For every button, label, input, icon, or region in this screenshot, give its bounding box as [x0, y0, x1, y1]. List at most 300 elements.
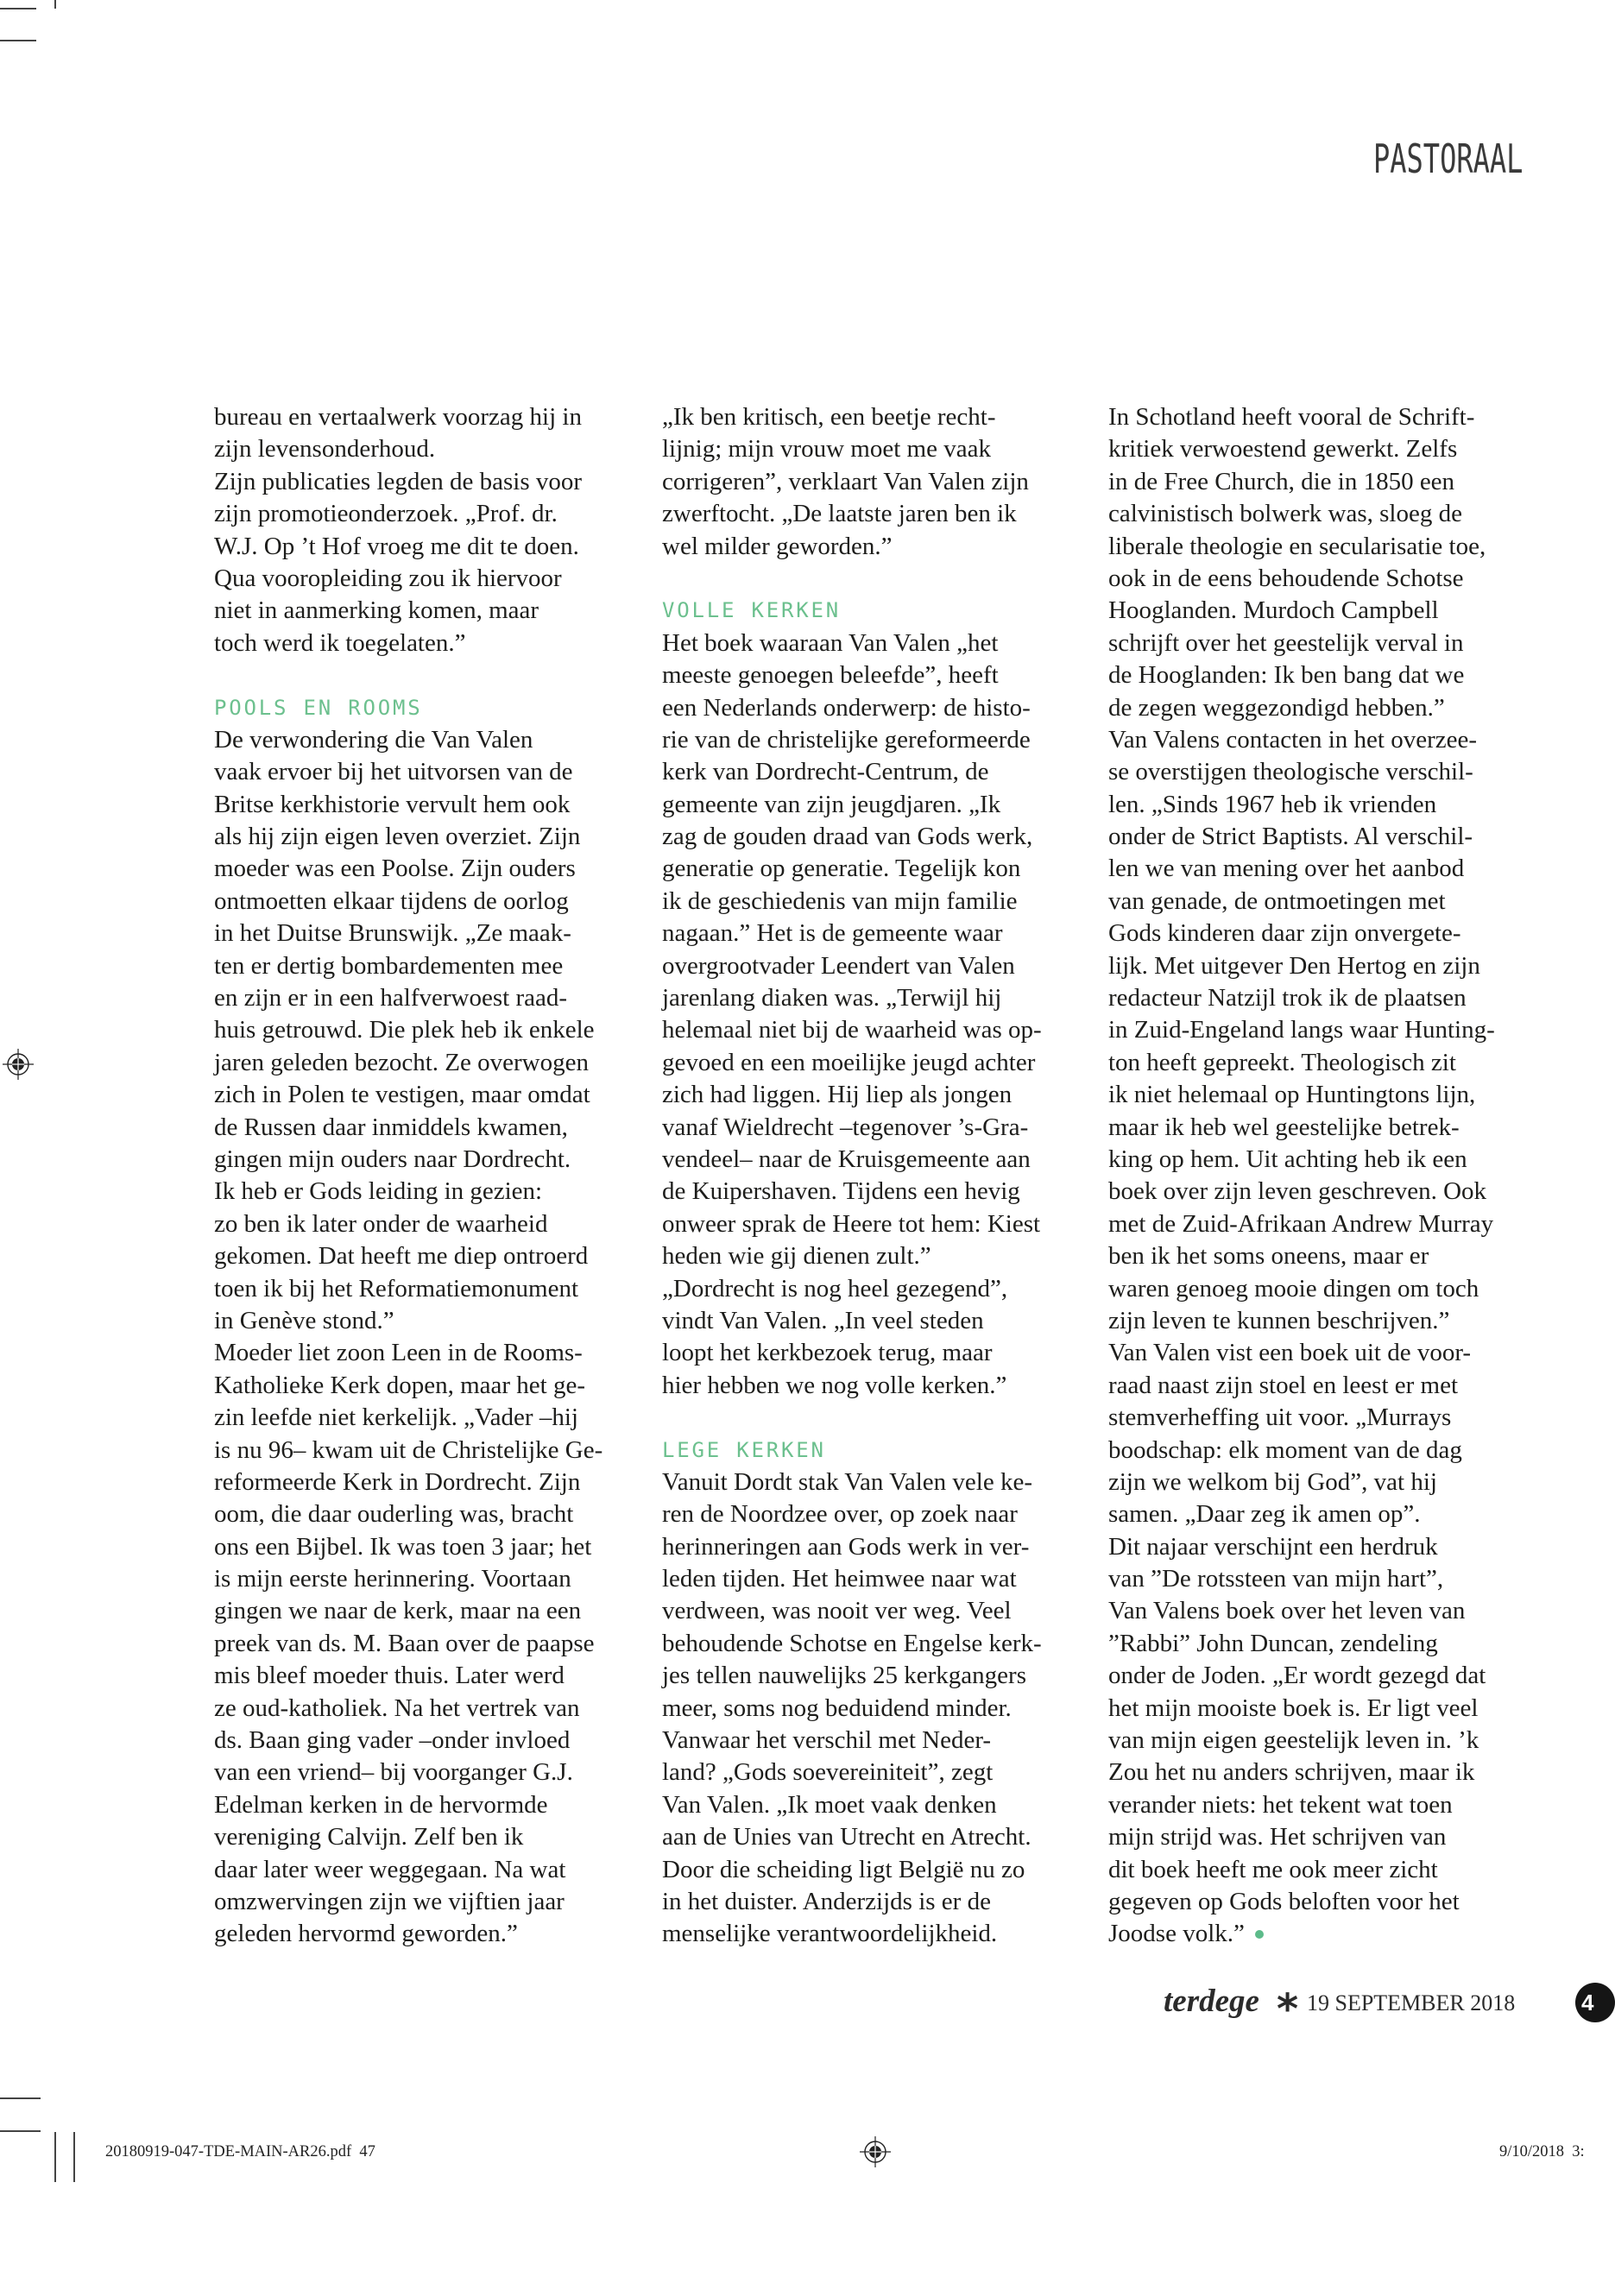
registration-mark-icon: [860, 2136, 891, 2167]
crop-mark-top-left-h1: [0, 8, 36, 9]
body-text-line: [214, 1854, 612, 1886]
body-text-line: [1108, 1047, 1506, 1079]
body-text-line: [1108, 433, 1506, 465]
body-text: stemverheffing uit voor. „Murrays: [1108, 1403, 1452, 1432]
body-text: Vanuit Dordt stak Van Valen vele ke-: [662, 1467, 1032, 1496]
body-text: len we van mening over het aanbod: [1108, 855, 1465, 883]
body-text-line: [1108, 724, 1506, 756]
body-text: de Russen daar inmiddels kwamen,: [214, 1113, 568, 1141]
body-text: het mijn mooiste boek is. Er ligt veel: [1108, 1694, 1479, 1722]
body-text: heden wie gij dienen zult.”: [662, 1242, 931, 1271]
body-text: gemeente van zijn jeugdjaren. „Ik: [662, 790, 1001, 818]
body-text-line: [662, 1660, 1060, 1692]
body-text: toch werd ik toegelaten.”: [214, 628, 466, 657]
crop-mark-bottom-left-h2: [0, 2130, 41, 2132]
body-text: ik de geschiedenis van mijn familie: [662, 886, 1018, 915]
body-text-line: [214, 498, 612, 530]
body-text: Dit najaar verschijnt een herdruk: [1108, 1532, 1438, 1561]
body-text: in het duister. Anderzijds is er de: [662, 1887, 991, 1915]
body-text-line: [1108, 1918, 1506, 1950]
body-text-line: [662, 1693, 1060, 1725]
body-text: ds. Baan ging vader –onder invloed: [214, 1726, 571, 1755]
body-text: gegeven op Gods beloften voor het: [1108, 1887, 1460, 1915]
body-text-line: [662, 1628, 1060, 1660]
body-text: preek van ds. M. Baan over de paapse: [214, 1629, 595, 1657]
body-text-line: [1108, 659, 1506, 691]
section-heading-text: POOLS EN ROOMS: [214, 695, 423, 720]
section-heading: [662, 595, 1060, 627]
body-text-line: [662, 433, 1060, 465]
body-text-line: [662, 498, 1060, 530]
body-text: mis bleef moeder thuis. Later werd: [214, 1662, 565, 1690]
body-text: onder de Joden. „Er wordt gezegd dat: [1108, 1662, 1486, 1690]
body-text: een Nederlands onderwerp: de histo-: [662, 693, 1031, 722]
body-text-line: [662, 853, 1060, 885]
body-text: calvinistisch bolwerk was, sloeg de: [1108, 500, 1462, 528]
body-text-line: [662, 1821, 1060, 1853]
body-text-line: [214, 1693, 612, 1725]
body-text: Het boek waaraan Van Valen „het: [662, 628, 999, 657]
body-text-line: [1108, 628, 1506, 659]
body-text: boodschap: elk moment van de dag: [1108, 1435, 1462, 1464]
body-text: raad naast zijn stoel en leest er met: [1108, 1371, 1459, 1399]
body-text-line: [1108, 1628, 1506, 1660]
body-text: helemaal niet bij de waarheid was op-: [662, 1016, 1042, 1044]
body-text: geleden hervormd geworden.”: [214, 1920, 518, 1948]
body-text-line: [1108, 1531, 1506, 1563]
body-text-line: [662, 1789, 1060, 1821]
section-heading: [214, 692, 612, 724]
body-text: moeder was een Poolse. Zijn ouders: [214, 855, 576, 883]
body-text-line: [1108, 950, 1506, 982]
body-text-line: [1108, 1693, 1506, 1725]
body-text: in de Free Church, die in 1850 een: [1108, 467, 1455, 495]
body-text: is mijn eerste herinnering. Voortaan: [214, 1565, 571, 1593]
body-text: toen ik bij het Reformatiemonument: [214, 1274, 579, 1303]
body-text: bureau en vertaalwerk voorzag hij in: [214, 403, 582, 431]
body-text: „Dordrecht is nog heel gezegend”,: [662, 1274, 1008, 1303]
body-text: se overstijgen theologische verschil-: [1108, 758, 1473, 786]
body-text-line: [662, 1725, 1060, 1757]
body-text-line: [214, 1531, 612, 1563]
body-text-line: [662, 531, 1060, 563]
body-text: in Zuid-Engeland langs waar Hunting-: [1108, 1016, 1495, 1044]
body-text: loopt het kerkbezoek terug, maar: [662, 1339, 993, 1367]
body-text-line: [1108, 401, 1506, 433]
body-text: onder de Strict Baptists. Al verschil-: [1108, 823, 1473, 851]
body-text-line: [1108, 1337, 1506, 1369]
body-text: boek over zijn leven geschreven. Ook: [1108, 1177, 1487, 1206]
body-text: De verwondering die Van Valen: [214, 725, 533, 754]
body-text-line: [214, 1112, 612, 1144]
body-text-line: [1108, 1757, 1506, 1788]
section-heading: [662, 1435, 1060, 1467]
crop-mark-top-left-v: [54, 0, 56, 9]
body-text-line: [662, 692, 1060, 724]
body-text-line: [1108, 1725, 1506, 1757]
body-text: zag de gouden draad van Gods werk,: [662, 823, 1033, 851]
body-text-line: [662, 1595, 1060, 1627]
body-text: zwerftocht. „De laatste jaren ben ik: [662, 500, 1017, 528]
body-text-line: [1108, 918, 1506, 949]
body-text-line: [214, 756, 612, 788]
body-text-line: [214, 821, 612, 853]
body-text: Door die scheiding ligt België nu zo: [662, 1855, 1025, 1883]
body-text-line: [1108, 756, 1506, 788]
body-text: leden tijden. Het heimwee naar wat: [662, 1565, 1017, 1593]
body-text: Van Valen vist een boek uit de voor-: [1108, 1339, 1472, 1367]
page-number: 4: [1575, 1983, 1615, 2022]
body-text: gingen mijn ouders naar Dordrecht.: [214, 1145, 571, 1173]
body-text: oom, die daar ouderling was, bracht: [214, 1500, 574, 1529]
body-text: Hooglanden. Murdoch Campbell: [1108, 596, 1439, 625]
body-text: Qua vooropleiding zou ik hiervoor: [214, 564, 562, 592]
body-text-line: [214, 1628, 612, 1660]
registration-mark-icon: [3, 1049, 34, 1080]
body-text-line: [1108, 1402, 1506, 1434]
body-text-line: [214, 950, 612, 982]
body-text-line: [662, 1467, 1060, 1498]
body-text-line: [662, 950, 1060, 982]
body-text: hier hebben we nog volle kerken.”: [662, 1371, 1007, 1399]
body-text-line: [214, 595, 612, 627]
body-text-line: [214, 1144, 612, 1176]
body-text: meeste genoegen beleefde”, heeft: [662, 661, 999, 690]
body-text: jarenlang diaken was. „Terwijl hij: [662, 984, 1002, 1012]
body-text: ”Rabbi” John Duncan, zendeling: [1108, 1629, 1438, 1657]
body-text-line: [1108, 498, 1506, 530]
body-text: vanaf Wieldrecht –tegenover ’s-Gra-: [662, 1113, 1029, 1141]
body-text-line: [1108, 1435, 1506, 1467]
body-text-line: [1108, 1498, 1506, 1530]
footer-separator: *: [1277, 1985, 1299, 2034]
body-text-line: [662, 628, 1060, 659]
body-text-line: [1108, 886, 1506, 918]
crop-mark-bottom-left-h1: [0, 2097, 41, 2099]
body-text: Van Valen. „Ik moet vaak denken: [662, 1790, 997, 1819]
body-text: vindt Van Valen. „In veel steden: [662, 1306, 984, 1334]
text-column-1: [214, 401, 612, 1951]
body-text: van ”De rotssteen van mijn hart”,: [1108, 1565, 1444, 1593]
body-text-line: [1108, 1821, 1506, 1853]
body-text: generatie op generatie. Tegelijk kon: [662, 855, 1021, 883]
body-text: omzwervingen zijn we vijftien jaar: [214, 1887, 565, 1915]
body-text-line: [214, 724, 612, 756]
body-text: rie van de christelijke gereformeerde: [662, 725, 1031, 754]
body-text: len. „Sinds 1967 heb ik vrienden: [1108, 790, 1437, 818]
body-text: Van Valens contacten in het overzee-: [1108, 725, 1478, 754]
body-text-line: [214, 1337, 612, 1369]
body-text-line: [214, 1079, 612, 1111]
body-text: ren de Noordzee over, op zoek naar: [662, 1500, 1018, 1529]
body-text-line: [1108, 821, 1506, 853]
body-text-line: [1108, 1240, 1506, 1272]
body-text: en zijn er in een halfverwoest raad-: [214, 984, 568, 1012]
body-text: ten er dertig bombardementen mee: [214, 951, 564, 980]
issue-date: 19 SEPTEMBER 2018: [1307, 1990, 1516, 2015]
body-text: met de Zuid-Afrikaan Andrew Murray: [1108, 1209, 1494, 1238]
body-text: zich had liggen. Hij liep als jongen: [662, 1081, 1013, 1109]
body-text: lijnig; mijn vrouw moet me vaak: [662, 435, 991, 464]
body-text: onweer sprak de Heere tot hem: Kiest: [662, 1209, 1041, 1238]
body-text-line: [662, 1370, 1060, 1402]
body-text-line: [1108, 692, 1506, 724]
body-text-line: [214, 1498, 612, 1530]
body-text: Vanwaar het verschil met Neder-: [662, 1726, 992, 1755]
body-text: zich in Polen te vestigen, maar omdat: [214, 1081, 590, 1109]
body-text-line: [1108, 1789, 1506, 1821]
body-text: zijn promotieonderzoek. „Prof. dr.: [214, 500, 558, 528]
body-text-line: [214, 1467, 612, 1498]
body-text: vendeel– naar de Kruisgemeente aan: [662, 1145, 1031, 1173]
body-text: de zegen weggezondigd hebben.”: [1108, 693, 1445, 722]
body-text-line: [214, 1918, 612, 1950]
text-column-2: [662, 401, 1060, 1951]
body-text-line: [662, 1305, 1060, 1337]
body-text: ton heeft gepreekt. Theologisch zit: [1108, 1048, 1456, 1076]
body-text-line: [1108, 466, 1506, 498]
body-text-line: [214, 853, 612, 885]
body-text-line: [1108, 531, 1506, 563]
body-text-line: [214, 1014, 612, 1046]
body-text-line: [662, 1144, 1060, 1176]
slug-timestamp: 9/10/2018 3:: [1499, 2143, 1585, 2160]
body-text: meer, soms nog beduidend minder.: [662, 1694, 1012, 1722]
body-text-line: [662, 789, 1060, 821]
body-text: Britse kerkhistorie vervult hem ook: [214, 790, 571, 818]
body-text: gekomen. Dat heeft me diep ontroerd: [214, 1242, 589, 1271]
body-text: zo ben ik later onder de waarheid: [214, 1209, 548, 1238]
body-text-line: [1108, 1079, 1506, 1111]
body-text: daar later weer weggegaan. Na wat: [214, 1855, 566, 1883]
body-text: Joodse volk.”: [1108, 1920, 1245, 1948]
body-text-line: [662, 1757, 1060, 1788]
body-text: Zijn publicaties legden de basis voor: [214, 467, 583, 495]
body-text-line: [662, 466, 1060, 498]
body-text-line: [662, 1918, 1060, 1950]
body-text: liberale theologie en secularisatie toe,: [1108, 532, 1486, 560]
body-text-line: [214, 1273, 612, 1305]
body-text-line: [1108, 1660, 1506, 1692]
page-number-tab: [1575, 1983, 1593, 2022]
body-text: zin leefde niet kerkelijk. „Vader –hij: [214, 1403, 578, 1432]
body-text-line: [1108, 1112, 1506, 1144]
body-text-line: [214, 1402, 612, 1434]
body-text: jes tellen nauwelijks 25 kerkgangers: [662, 1662, 1026, 1690]
body-text: jaren geleden bezocht. Ze overwogen: [214, 1048, 589, 1076]
body-text: ben ik het soms oneens, maar er: [1108, 1242, 1429, 1271]
body-text-line: [662, 1337, 1060, 1369]
body-text-line: [1108, 1854, 1506, 1886]
body-text: van een vriend– bij voorganger G.J.: [214, 1758, 573, 1787]
body-text-line: [214, 1595, 612, 1627]
body-text: redacteur Natzijl trok ik de plaatsen: [1108, 984, 1467, 1012]
body-text: zijn leven te kunnen beschrijven.”: [1108, 1306, 1450, 1334]
body-text: dit boek heeft me ook meer zicht: [1108, 1855, 1438, 1883]
body-text-line: [214, 628, 612, 659]
slug-filename: 20180919-047-TDE-MAIN-AR26.pdf 47: [105, 2143, 375, 2160]
body-text-line: [662, 1240, 1060, 1272]
body-text-line: [662, 1273, 1060, 1305]
body-text-line: [214, 563, 612, 595]
body-text-line: [662, 918, 1060, 949]
body-text: menselijke verantwoordelijkheid.: [662, 1920, 998, 1948]
body-text: ons een Bijbel. Ik was toen 3 jaar; het: [214, 1532, 592, 1561]
body-text: gingen we naar de kerk, maar na een: [214, 1597, 582, 1625]
body-text-line: [214, 1789, 612, 1821]
body-text-line: [662, 821, 1060, 853]
body-text-line: [662, 1112, 1060, 1144]
body-text-line: [662, 1047, 1060, 1079]
body-text: verdween, was nooit ver weg. Veel: [662, 1597, 1012, 1625]
body-text: zijn we welkom bij God”, vat hij: [1108, 1467, 1437, 1496]
body-text-line: [662, 659, 1060, 691]
body-text: huis getrouwd. Die plek heb ik enkele: [214, 1016, 595, 1044]
body-text-line: [214, 1176, 612, 1208]
body-text-line: [214, 1047, 612, 1079]
body-text-line: [1108, 982, 1506, 1014]
body-text: vaak ervoer bij het uitvorsen van de: [214, 758, 573, 786]
body-text-line: [1108, 1208, 1506, 1240]
body-text-line: [662, 1176, 1060, 1208]
body-text: gevoed en een moeilijke jeugd achter: [662, 1048, 1036, 1076]
body-text: vereniging Calvijn. Zelf ben ik: [214, 1823, 524, 1851]
body-text: ook in de eens behoudende Schotse: [1108, 564, 1464, 592]
body-text: Katholieke Kerk dopen, maar het ge-: [214, 1371, 585, 1399]
body-text-line: [214, 789, 612, 821]
body-text: de Hooglanden: Ik ben bang dat we: [1108, 661, 1465, 690]
body-text: zijn levensonderhoud.: [214, 435, 436, 464]
body-text-line: [662, 886, 1060, 918]
body-text-line: [214, 531, 612, 563]
body-text: corrigeren”, verklaart Van Valen zijn: [662, 467, 1029, 495]
body-text: ze oud-katholiek. Na het vertrek van: [214, 1694, 580, 1722]
crop-mark-bottom-left-v1: [54, 2132, 56, 2182]
body-text: waren genoeg mooie dingen om toch: [1108, 1274, 1479, 1303]
body-text-line: [214, 433, 612, 465]
body-text-line: [662, 1563, 1060, 1595]
body-text: king op hem. Uit achting heb ik een: [1108, 1145, 1467, 1173]
body-text: Van Valens boek over het leven van: [1108, 1597, 1466, 1625]
body-text: kritiek verwoestend gewerkt. Zelfs: [1108, 435, 1458, 464]
body-text: In Schotland heeft vooral de Schrift-: [1108, 403, 1475, 431]
body-text: samen. „Daar zeg ik amen op”.: [1108, 1500, 1421, 1529]
body-text: behoudende Schotse en Engelse kerk-: [662, 1629, 1042, 1657]
body-text-line: [1108, 1144, 1506, 1176]
body-text-line: [214, 1886, 612, 1918]
body-text-line: [214, 1725, 612, 1757]
body-text: in Genève stond.”: [214, 1306, 394, 1334]
body-text: in het Duitse Brunswijk. „Ze maak-: [214, 919, 571, 948]
body-text: de Kuipershaven. Tijdens een hevig: [662, 1177, 1020, 1206]
body-text-line: [662, 401, 1060, 433]
body-text-line: [662, 724, 1060, 756]
body-text: is nu 96– kwam uit de Christelijke Ge-: [214, 1435, 603, 1464]
body-text-line: [1108, 1467, 1506, 1498]
magazine-logo: terdege: [1164, 1984, 1259, 2019]
body-text-line: [214, 1435, 612, 1467]
body-text: schrijft over het geestelijk verval in: [1108, 628, 1464, 657]
body-text-line: [214, 1821, 612, 1853]
body-text: Zou het nu anders schrijven, maar ik: [1108, 1758, 1475, 1787]
body-text-line: [214, 466, 612, 498]
body-text: lijk. Met uitgever Den Hertog en zijn: [1108, 951, 1480, 980]
body-text-line: [1108, 789, 1506, 821]
body-text-line: [662, 982, 1060, 1014]
body-text: reformeerde Kerk in Dordrecht. Zijn: [214, 1467, 581, 1496]
body-text-line: [662, 1531, 1060, 1563]
body-text-line: [1108, 1563, 1506, 1595]
body-text-line: [662, 1498, 1060, 1530]
body-text-line: [1108, 1273, 1506, 1305]
body-text-line: [214, 1563, 612, 1595]
crop-mark-bottom-left-v2: [73, 2132, 75, 2182]
end-mark-icon: [1255, 1930, 1264, 1939]
body-text-line: [1108, 1370, 1506, 1402]
crop-mark-top-left-h2: [0, 40, 36, 41]
body-text: nagaan.” Het is de gemeente waar: [662, 919, 1003, 948]
body-text-line: [1108, 1176, 1506, 1208]
body-text: land? „Gods soevereiniteit”, zegt: [662, 1758, 994, 1787]
body-text-line: [1108, 1014, 1506, 1046]
body-text: ik niet helemaal op Huntingtons lijn,: [1108, 1081, 1476, 1109]
body-text-line: [662, 1079, 1060, 1111]
body-text: verander niets: het tekent wat toen: [1108, 1790, 1453, 1819]
body-text: van mijn eigen geestelijk leven in. ’k: [1108, 1726, 1479, 1755]
body-text: Moeder liet zoon Leen in de Rooms-: [214, 1339, 583, 1367]
body-text-line: [1108, 595, 1506, 627]
body-text: overgrootvader Leendert van Valen: [662, 951, 1015, 980]
body-text-line: [1108, 1305, 1506, 1337]
body-text: W.J. Op ’t Hof vroeg me dit te doen.: [214, 532, 579, 560]
body-text: „Ik ben kritisch, een beetje recht-: [662, 403, 996, 431]
section-label: PASTORAAL: [1373, 135, 1524, 183]
text-column-3: [1108, 401, 1506, 1951]
body-text-line: [1108, 853, 1506, 885]
body-text: kerk van Dordrecht-Centrum, de: [662, 758, 989, 786]
body-text: Gods kinderen daar zijn onvergete-: [1108, 919, 1461, 948]
body-text-line: [214, 1370, 612, 1402]
body-text-line: [662, 1886, 1060, 1918]
body-text-line: [214, 1660, 612, 1692]
body-text-line: [662, 756, 1060, 788]
body-text: als hij zijn eigen leven overziet. Zijn: [214, 823, 581, 851]
section-heading-text: LEGE KERKEN: [662, 1437, 826, 1462]
body-text: mijn strijd was. Het schrijven van: [1108, 1823, 1447, 1851]
body-text: herinneringen aan Gods werk in ver-: [662, 1532, 1030, 1561]
body-text: niet in aanmerking komen, maar: [214, 596, 539, 625]
body-text-line: [214, 982, 612, 1014]
body-text-line: [1108, 563, 1506, 595]
body-text-line: [214, 1208, 612, 1240]
body-text-line: [214, 1240, 612, 1272]
body-text: Ik heb er Gods leiding in gezien:: [214, 1177, 543, 1206]
body-text-line: [214, 918, 612, 949]
body-text-line: [214, 1757, 612, 1788]
body-text-line: [662, 1208, 1060, 1240]
body-text: Edelman kerken in de hervormde: [214, 1790, 548, 1819]
section-heading-text: VOLLE KERKEN: [662, 598, 841, 623]
body-text-line: [662, 1014, 1060, 1046]
body-text: maar ik heb wel geestelijke betrek-: [1108, 1113, 1460, 1141]
body-text-line: [214, 886, 612, 918]
body-text-line: [1108, 1595, 1506, 1627]
body-text-line: [214, 1305, 612, 1337]
body-text: ontmoetten elkaar tijdens de oorlog: [214, 886, 569, 915]
body-text: wel milder geworden.”: [662, 532, 893, 560]
body-text-line: [662, 1854, 1060, 1886]
body-text: aan de Unies van Utrecht en Atrecht.: [662, 1823, 1031, 1851]
